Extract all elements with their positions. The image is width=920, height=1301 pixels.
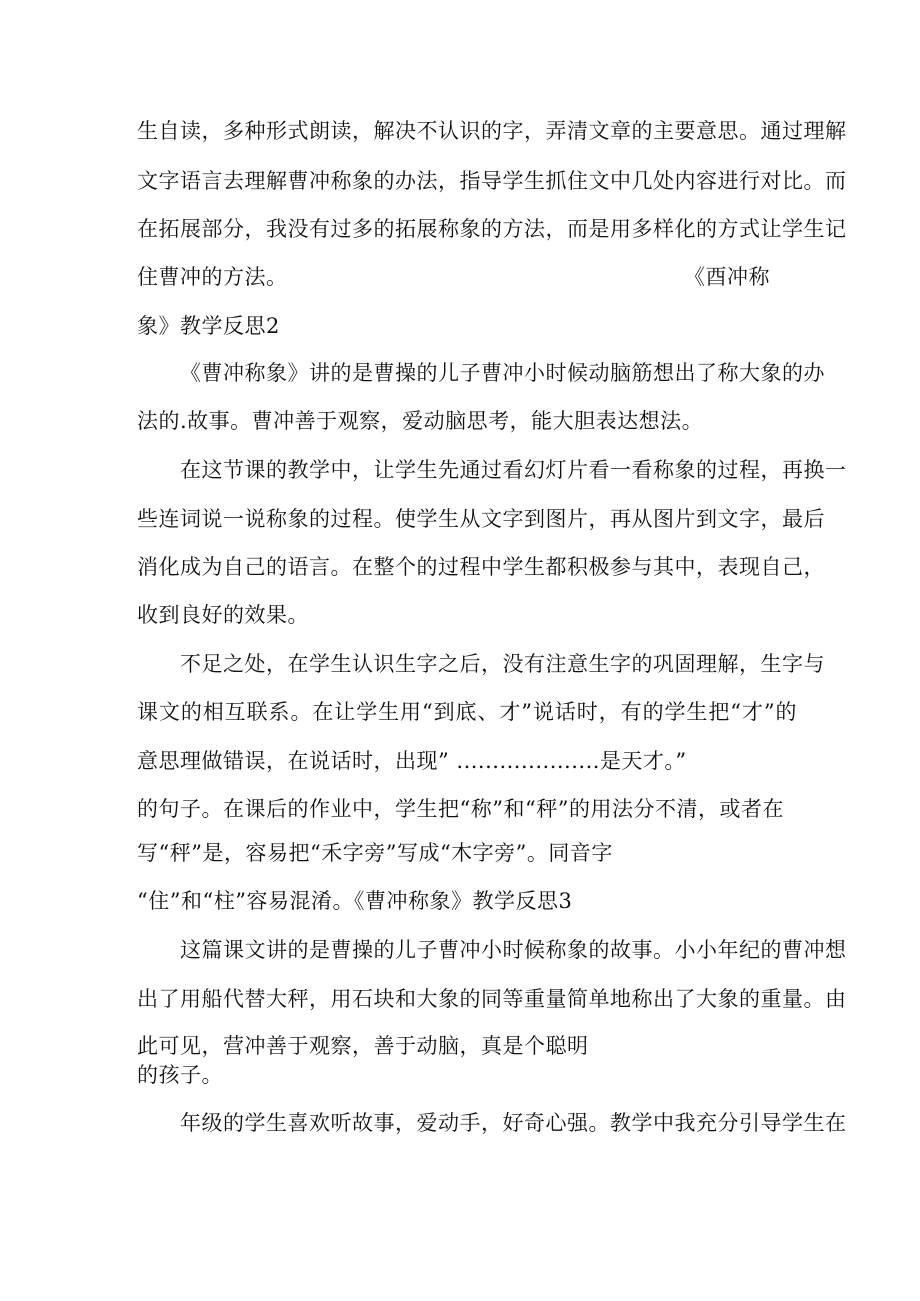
text-line: 法的.故事。曹冲善于观察，爱动脑思考，能大胆表达想法。 — [137, 409, 704, 433]
text-line: 不足之处，在学生认识生字之后，没有注意生字的巩固理解，生字与 — [180, 652, 825, 676]
text-line: 在拓展部分，我没有过多的拓展称象的方法，而是用多样化的方式让学生记 — [137, 217, 847, 241]
text-line: 《酉冲称 — [684, 265, 770, 289]
text-line: 的孩子。 — [137, 1063, 223, 1087]
text-line: 住曹冲的方法。 — [137, 265, 288, 289]
text-line: 意思理做错误，在说话时，出现” ....................是天才。” — [137, 749, 687, 773]
text-line: 年级的学生喜欢听故事，爱动手，好奇心强。教学中我充分引导学生在 — [180, 1111, 847, 1135]
text-line: 此可见，营冲善于观察，善于动脑，真是个聪明 — [137, 1034, 589, 1058]
text-line: 课文的相互联系。在让学生用“到底、才”说话时，有的学生把“才”的 — [137, 700, 797, 724]
text-line: 文字语言去理解曹冲称象的办法，指导学生抓住文中几处内容进行对比。而 — [137, 169, 847, 193]
text-line: 出了用船代替大秤，用石块和大象的同等重量简单地称出了大象的重量。由 — [137, 987, 847, 1011]
text-line: 这篇课文讲的是曹操的儿子曹冲小时候称象的故事。小小年纪的曹冲想 — [180, 938, 847, 962]
text-line: 写“秤”是，容易把“禾字旁”写成“木字旁”。同音字 — [137, 841, 613, 865]
text-line: 《曹冲称象》讲的是曹操的儿子曹冲小时候动脑筋想出了称大象的办 — [180, 361, 825, 385]
text-line: 收到良好的效果。 — [137, 603, 309, 627]
text-line: 生自读，多种形式朗读，解决不认识的字，弄清文章的主要意思。通过理解 — [137, 119, 847, 143]
text-line: “住”和“柱”容易混淆。《曹冲称象》教学反思3 — [137, 889, 573, 913]
text-line: 在这节课的教学中，让学生先通过看幻灯片看一看称象的过程，再换一 — [180, 458, 847, 482]
text-line: 消化成为自己的语言。在整个的过程中学生都积极参与其中，表现自己， — [137, 555, 825, 579]
section-heading: 象》教学反思2 — [137, 314, 280, 338]
text-line: 的句子。在课后的作业中，学生把“称”和“秤”的用法分不清，或者在 — [137, 797, 784, 821]
text-line: 些连词说一说称象的过程。使学生从文字到图片，再从图片到文字，最后 — [137, 507, 825, 531]
